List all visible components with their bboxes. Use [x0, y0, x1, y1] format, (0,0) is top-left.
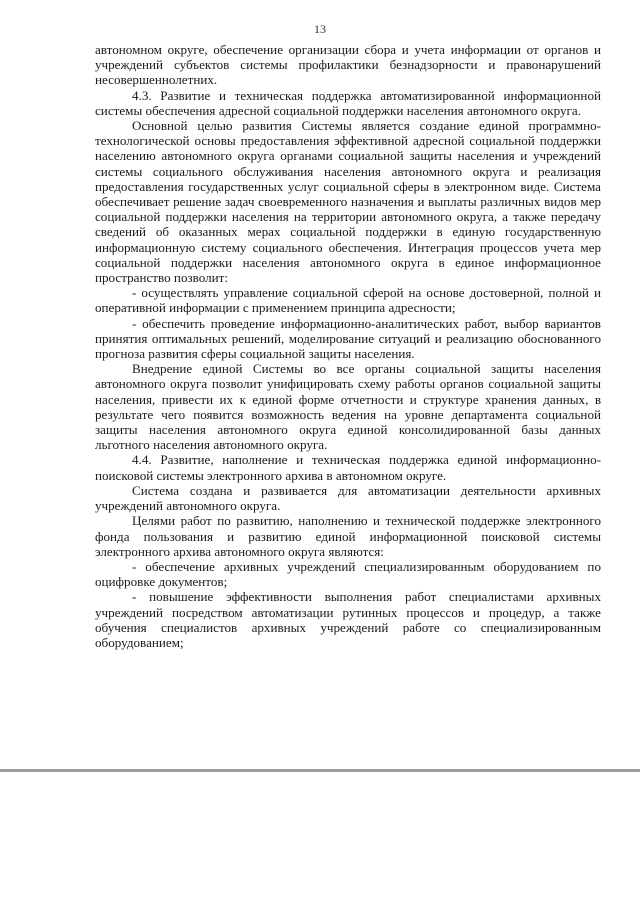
list-item: - осуществлять управление социальной сферой на основе достоверной, полной и оперативной информации с применением принципа адресности;	[95, 285, 601, 316]
section-heading-4-3: 4.3. Развитие и техническая поддержка автоматизированной информационной системы обеспечения адресной социальной поддержки населения автономного округа.	[95, 87, 601, 118]
paragraph: Внедрение единой Системы во все органы социальной защиты населения автономного округа позволит унифицировать схему работы органов социальной защиты населения, привести их к единой форме отчетности и структуре хранения данных, в результате чего появится возможность ведения на уровне департамента социальной защиты населения автономного округа единой консолидированной базы данных льготного населения автономного округа.	[95, 361, 601, 453]
document-body	[95, 42, 601, 650]
paragraph: Система создана и развивается для автоматизации деятельности архивных учреждений автономного округа.	[95, 482, 601, 514]
section-heading-4-4: 4.4. Развитие, наполнение и техническая поддержка единой информационно-поисковой системы электронного архива в автономном округе.	[95, 452, 601, 483]
paragraph: Целями работ по развитию, наполнению и технической поддержке электронного фонда пользования и развитию единой информационной поисковой системы электронного архива автономного округа являются:	[95, 513, 601, 559]
blank-area	[0, 772, 640, 905]
list-item: - обеспечение архивных учреждений специализированным оборудованием по оцифровке документов;	[95, 558, 601, 590]
list-item: - обеспечить проведение информационно-аналитических работ, выбор вариантов принятия оптимальных решений, моделирование ситуаций и реализацию обоснованного прогноза развития сферы социальной защиты населения.	[95, 315, 601, 362]
list-item: - повышение эффективности выполнения работ специалистами архивных учреждений посредством автоматизации рутинных процессов и процедур, а также обучения специалистов архивных учреждений работе со специализированным оборудованием;	[95, 589, 601, 650]
paragraph: Основной целью развития Системы является создание единой программно-технологической основы предоставления эффективной адресной социальной поддержки населению автономного округа органами социальной защиты населения и учреждений системы социального обслуживания населения автономного округа и реализация предоставления государственных услуг социальной сферы в электронном виде. Система обеспечивает решение задач своевременного назначения и выплаты различных видов мер социальной поддержки населения на территории автономного округа, а также передачу сведений об оказанных мерах социальной поддержки в единую государственную информационную систему социального обеспечения. Интеграция процессов учета мер социальной поддержки населения автономного округа в единое информационное пространство позволит:	[95, 118, 601, 286]
page-number: 13	[314, 22, 326, 36]
paragraph: автономном округе, обеспечение организации сбора и учета информации от органов и учреждений субъектов системы профилактики безнадзорности и правонарушений несовершеннолетних.	[95, 42, 601, 88]
